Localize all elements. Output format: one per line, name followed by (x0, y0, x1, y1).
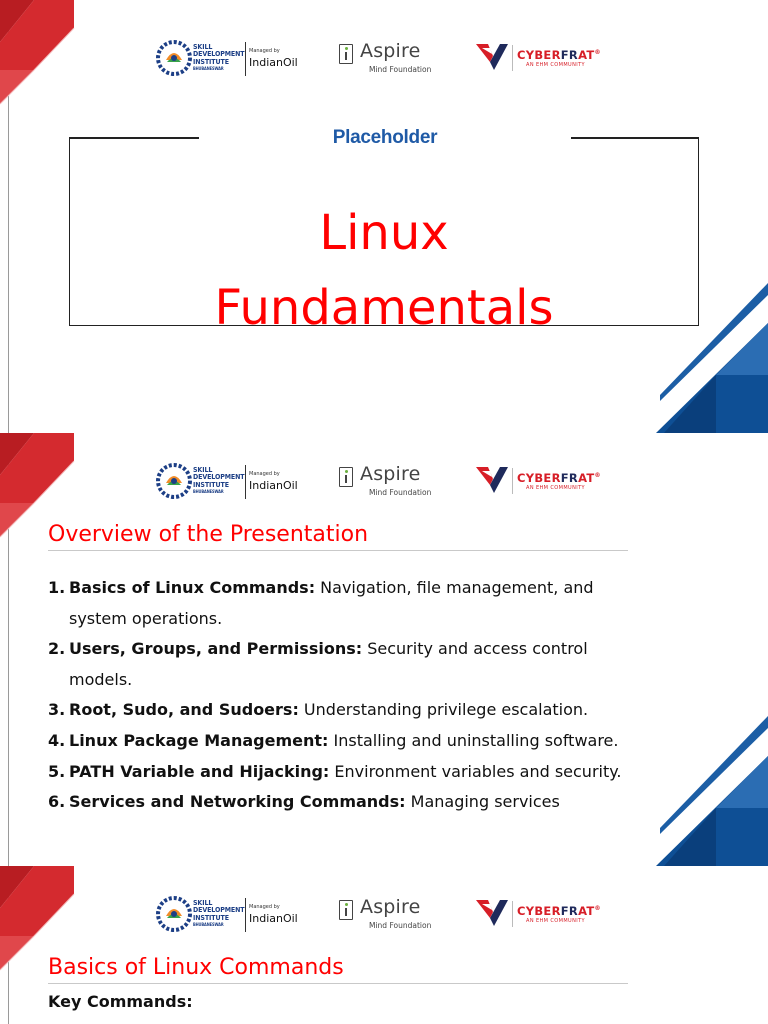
sdi-line-2: DEVELOPMENT (193, 50, 245, 59)
list-item (48, 726, 648, 757)
cyberfrat-part-cyber: CYBER (517, 904, 561, 918)
cyberfrat-part-cyber: CYBER (517, 471, 561, 485)
sdi-line-1: SKILL (193, 43, 213, 51)
cyberfrat-word (517, 904, 601, 918)
cyberfrat-part-at: AT (578, 904, 595, 918)
sdi-line-2: DEVELOPMENT (193, 473, 245, 482)
section-title: Basics of Linux Commands (48, 955, 344, 980)
sdi-sub: BHUBANESWAR (193, 66, 224, 72)
list-item (48, 695, 648, 726)
cyberfrat-logo (476, 463, 621, 501)
sdi-gear-seal-icon (156, 463, 192, 499)
registered-mark: ® (594, 49, 601, 57)
item-text: Installing and uninstalling software. (328, 730, 619, 750)
logo-divider (245, 465, 246, 499)
cyberfrat-sub: AN EHM COMMUNITY (526, 485, 586, 491)
sdi-text (193, 467, 244, 494)
partner-logos (150, 894, 630, 936)
item-text: Understanding privilege escalation. (298, 700, 589, 720)
logo-divider (245, 42, 246, 76)
sdi-sub: BHUBANESWAR (193, 922, 224, 928)
sdi-indianoil-logo (156, 896, 296, 934)
aspire-word: Aspire (360, 896, 421, 918)
sdi-text (193, 44, 244, 71)
title-underline (48, 550, 628, 551)
sdi-text (193, 900, 244, 927)
sdi-indianoil-logo (156, 463, 296, 501)
title-frame-top-right (571, 137, 699, 139)
overview-list (48, 573, 648, 818)
item-number: 4. (48, 730, 66, 750)
aspire-sub: Mind Foundation (369, 488, 432, 497)
list-item (48, 787, 648, 818)
sdi-gear-seal-icon (156, 896, 192, 932)
red-corner-decoration (0, 0, 80, 110)
cyberfrat-word (517, 471, 601, 485)
cyberfrat-sub: AN EHM COMMUNITY (526, 918, 586, 924)
list-item (48, 757, 648, 788)
sdi-indianoil-logo (156, 40, 296, 78)
cyberfrat-divider (512, 468, 513, 494)
managed-by-text: Managed by (249, 471, 280, 477)
aspire-sub: Mind Foundation (369, 921, 432, 930)
cyberfrat-logo (476, 40, 621, 78)
cyberfrat-sub: AN EHM COMMUNITY (526, 62, 586, 68)
cyberfrat-v-icon (476, 465, 508, 495)
cyberfrat-part-fr: FR (560, 48, 579, 62)
item-heading: Root, Sudo, and Sudoers: (69, 700, 299, 720)
item-text: Navigation, file management, and system operations. (69, 578, 594, 628)
cyberfrat-word (517, 48, 601, 62)
presentation-title (70, 196, 698, 346)
aspire-word: Aspire (360, 463, 421, 485)
placeholder-label: Placeholder (332, 127, 438, 148)
sdi-line-1: SKILL (193, 899, 213, 907)
sdi-gear-seal-icon (156, 40, 192, 76)
logo-divider (245, 898, 246, 932)
item-heading: PATH Variable and Hijacking: (69, 761, 330, 781)
registered-mark: ® (594, 905, 601, 913)
slide-basics (0, 866, 768, 1024)
indianoil-text: IndianOil (249, 912, 298, 925)
info-i-icon (339, 44, 353, 64)
managed-by-text: Managed by (249, 904, 280, 910)
title-line-1: Linux (319, 205, 449, 261)
slide-overview (0, 433, 768, 866)
slide-title (0, 0, 768, 433)
item-heading: Services and Networking Commands: (69, 792, 406, 812)
blue-corner-decoration (656, 716, 768, 866)
title-line-2: Fundamentals (214, 280, 554, 336)
aspire-logo (338, 896, 438, 934)
cyberfrat-divider (512, 901, 513, 927)
cyberfrat-part-at: AT (578, 48, 595, 62)
managed-by-text: Managed by (249, 48, 280, 54)
aspire-logo (338, 40, 438, 78)
cyberfrat-divider (512, 45, 513, 71)
item-number: 5. (48, 761, 66, 781)
cyberfrat-v-icon (476, 42, 508, 72)
aspire-logo (338, 463, 438, 501)
item-number: 2. (48, 639, 66, 659)
cyberfrat-v-icon (476, 898, 508, 928)
indianoil-text: IndianOil (249, 479, 298, 492)
title-frame-top-left (69, 137, 199, 139)
cyberfrat-part-cyber: CYBER (517, 48, 561, 62)
sdi-sub: BHUBANESWAR (193, 489, 224, 495)
sdi-line-2: DEVELOPMENT (193, 906, 245, 915)
item-number: 6. (48, 792, 66, 812)
aspire-sub: Mind Foundation (369, 65, 432, 74)
item-heading: Basics of Linux Commands: (69, 578, 316, 597)
sdi-line-3: INSTITUTE (193, 57, 229, 66)
item-text: Managing services (405, 792, 560, 812)
title-underline (48, 983, 628, 984)
sdi-line-3: INSTITUTE (193, 480, 229, 489)
section-title: Overview of the Presentation (48, 522, 369, 547)
list-item (48, 634, 648, 695)
item-heading: Users, Groups, and Permissions: (69, 639, 363, 659)
partner-logos (150, 461, 630, 503)
aspire-word: Aspire (360, 40, 421, 62)
sdi-line-3: INSTITUTE (193, 913, 229, 922)
item-number: 3. (48, 700, 66, 720)
item-text: Security and access control models. (69, 639, 588, 689)
cyberfrat-logo (476, 896, 621, 934)
cyberfrat-part-at: AT (578, 471, 595, 485)
indianoil-text: IndianOil (249, 56, 298, 69)
info-i-icon (339, 900, 353, 920)
info-i-icon (339, 467, 353, 487)
cyberfrat-part-fr: FR (560, 904, 579, 918)
item-number: 1. (48, 578, 66, 597)
partner-logos (150, 38, 630, 80)
sdi-line-1: SKILL (193, 466, 213, 474)
list-item (48, 573, 648, 634)
subheading: Key Commands: (48, 992, 193, 1011)
registered-mark: ® (594, 472, 601, 480)
item-heading: Linux Package Management: (69, 730, 329, 750)
cyberfrat-part-fr: FR (560, 471, 579, 485)
item-text: Environment variables and security. (329, 761, 622, 781)
